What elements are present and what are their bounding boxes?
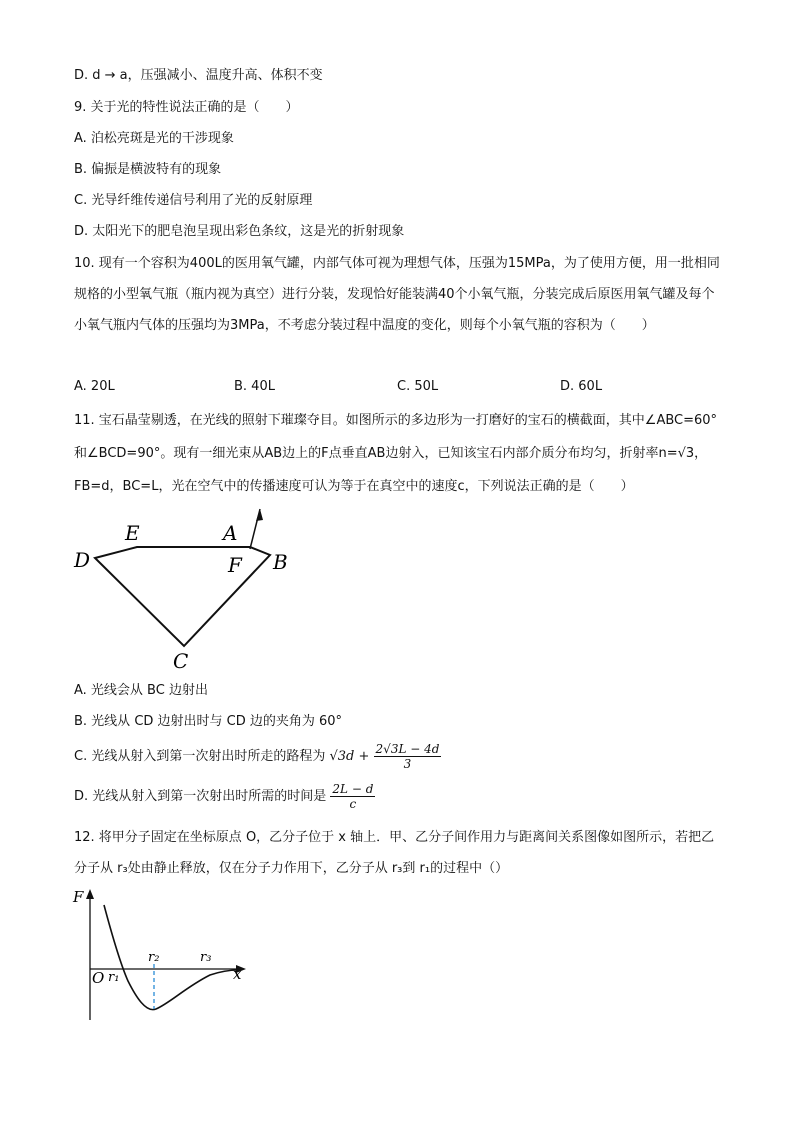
label-A: A [223,521,238,545]
label-E: E [125,521,140,545]
q11-option-d-fraction [330,782,375,811]
q11-stem: 11. 宝石晶莹剔透，在光线的照射下璀璨夺目。如图所示的多边形为一打磨好的宝石的横截面，其中∠ABC=60°和∠BCD=90°。现有一细光束从AB边上的F点垂直AB边射入，已知该宝石内部介质分布均匀，折射率n=√3，FB=d，BC=L，光在空气中的传播速度可认为等于在真空中的速度c，下列说法正确的是（ ） [74,413,718,494]
q11-option-c [74,738,441,776]
q10-option-a: A. 20L [74,379,115,394]
q11-option-c-denominator: 3 [403,757,412,771]
q8-option-d: D. d → a，压强减小、温度升高、体积不变 [74,68,323,83]
q10-option-b: B. 40L [234,379,275,394]
q11-option-c-numerator: 2√3L − 4d [375,742,440,756]
f-axis-arrowhead [86,889,94,899]
q11-option-d [74,778,375,816]
q11-option-c-fraction [374,742,442,771]
q11-option-d-numerator: 2L − d [332,782,374,796]
q11-option-d-text: D. 光线从射入到第一次射出时所需的时间是 [74,789,327,804]
label-O: O [92,969,105,987]
q11-option-d-denominator: c [349,797,357,811]
label-x: x [233,965,242,983]
q9-option-c: C. 光导纤维传递信号利用了光的反射原理 [74,193,313,208]
label-B: B [273,550,288,574]
q11-option-c-expr: √3d + [329,749,370,764]
q10-option-c: C. 50L [397,379,439,394]
q12-stem: 12. 将甲分子固定在坐标原点 O，乙分子位于 x 轴上．甲、乙分子间作用力与距离间关系图像如图所示，若把乙分子从 r₃处由静止释放，仅在分子力作用下，乙分子从 r₃到 r₁的过程中（） [74,830,715,876]
label-r3: r₃ [200,950,212,965]
gem-polygon [95,547,270,646]
q11-option-a: A. 光线会从 BC 边射出 [74,683,208,698]
light-ray-arrowhead [256,509,263,521]
label-r2: r₂ [148,950,160,965]
q9-stem: 9. 关于光的特性说法正确的是（ ） [74,100,299,115]
molecular-force-graph [70,885,260,1025]
q9-option-a: A. 泊松亮斑是光的干涉现象 [74,131,234,146]
q10-stem: 10. 现有一个容积为400L的医用氧气罐，内部气体可视为理想气体，压强为15MPa，为了使用方便，用一批相同规格的小型氧气瓶（瓶内视为真空）进行分装，发现恰好能装满40个小氧气瓶，分装完成后原医用氧气罐及每个小氧气瓶内气体的压强均为3MPa，不考虑分装过程中温度的变化，则每个小氧气瓶的容积为（ ） [74,256,720,333]
q10-option-d: D. 60L [560,379,603,394]
q9-option-d: D. 太阳光下的肥皂泡呈现出彩色条纹，这是光的折射现象 [74,224,405,239]
label-C: C [173,649,189,673]
label-D: D [74,548,91,572]
force-curve [104,905,238,1010]
label-F: F [228,553,242,577]
q11-option-b: B. 光线从 CD 边射出时与 CD 边的夹角为 60° [74,714,343,729]
q9-option-b: B. 偏振是横波特有的现象 [74,162,222,177]
q11-option-c-text: C. 光线从射入到第一次射出时所走的路程为 [74,749,326,764]
label-F-axis: F [73,888,84,906]
gem-cross-section-figure [70,505,300,675]
label-r1: r₁ [108,970,120,985]
